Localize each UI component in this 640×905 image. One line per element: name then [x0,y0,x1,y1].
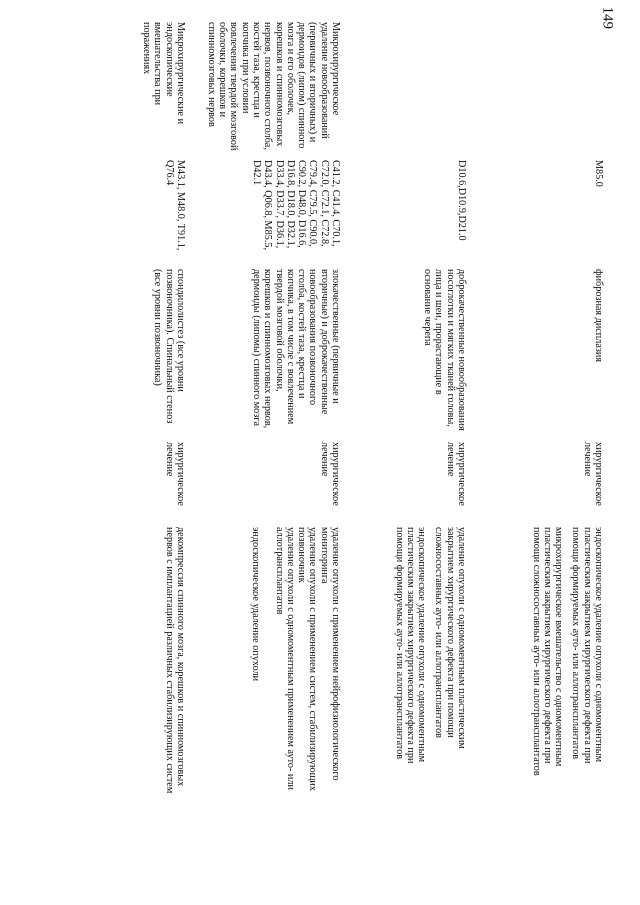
treatment-cell: хирургическое лечение [444,442,467,506]
rotated-table-frame [84,22,604,892]
group-cell: Микрохирургические и эндоскопические вмешательства при поражениях [141,22,186,125]
method-text: удаление опухоли с применением нейрофизиологического мониторинга [318,527,341,781]
method-text: удаление опухоли с применением систем, стабилизирующих позвоночник [296,527,319,791]
treatment-cell: хирургическое лечение [318,442,341,506]
model-cell: злокачественные (первичные и вторичные) и доброкачественные новообразования позвоночного столба, костей таза, крестца и копчика, в том числе с вовлечением твердой мозговой оболочки, корешков и спинномозговых нервов, дермоиды (липомы) спинного мозга [250,269,341,429]
methods-cell [530,527,604,797]
methods-cell [250,527,341,797]
page-number-text: 149 [599,6,616,29]
methods-cell [163,527,186,797]
method-text: эндоскопическое удаление опухоли с одномоментным пластическим закрытием хирургического дефекта при помощи формируемых ауто- или аллотрансплантатов [393,527,428,764]
codes-cell: D10.6,D10.9,D21.0 [456,160,467,241]
method-text: удаление опухоли с одномоментным пластическим закрытием хирургического дефекта при помощи сложносоставных ауто- или аллотрансплантатов [433,527,467,749]
method-text: декомпрессия спинного мозга, корешков и спинномозговых нервов с имплантацией различных стабилизирующих систем [163,527,186,794]
model-cell: доброкачественные новообразования носоглотки и мягких тканей головы, лица и шеи, прорастающие в основание черепа [422,269,467,431]
codes-cell: M43.1, M48.0, T91.1, Q76.4 [163,160,186,251]
method-text: микрохирургическое вмешательство с одномоментным пластическим закрытием хирургического дефекта при помощи сложносоставных ауто- или аллотрансплантатов [530,527,565,776]
methods-cell [393,527,467,797]
treatment-cell: хирургическое лечение [581,442,604,506]
method-text: удаление опухоли с одномоментным применением ауто- или аллотрансплантатов [273,527,296,790]
model-cell: фиброзная дисплазия [593,269,604,363]
method-text: эндоскопическое удаление опухоли с одномоментным пластическим закрытием хирургического дефекта при помощи формируемых ауто- или аллотрансплантатов [570,527,604,764]
model-cell: спондилолистез (все уровни позвоночника). Спинальный стеноз (все уровни позвоночника) [152,269,186,424]
codes-cell: M85.0 [593,160,604,187]
codes-cell: C41.2, C41.4, C70.1, C72.0, C72.1, C72.8, C79.4, C79.5, C90.0, C90.2, D48.0, D16.6, D16.8, D18.0, D32.1, D33.4, D33.7, D36.1, D43.4, Q06.8, M85.5, D42.1 [250,160,341,250]
method-text: эндоскопическое удаление опухоли [250,527,262,682]
group-cell: Микрохирургическое удаление новообразований (первичных и вторичных) и дермоидов (липом) спинного мозга и его оболочек, корешков и спинномозговых нервов, позвоночного столба, костей таза, крестца и копчика при условии вовлечения твердой мозговой оболочки, корешков и спинномозговых нервов [205,22,341,151]
treatment-cell: хирургическое лечение [163,442,186,506]
treatment-table [84,22,604,892]
